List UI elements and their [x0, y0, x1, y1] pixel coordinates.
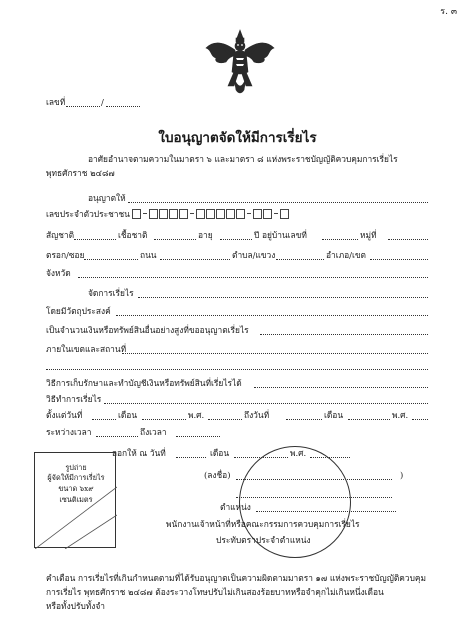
- seal-note: ประทับตราประจำตำแหน่ง: [216, 535, 311, 545]
- id-digit-box: [253, 209, 262, 219]
- doc-number-separator: /: [101, 97, 104, 107]
- page-title: ใบอนุญาตจัดให้มีการเรี่ยไร: [158, 130, 317, 146]
- to-time-label: ถึงเวลา: [140, 427, 167, 437]
- method-raise-label: วิธีทำการเรี่ยไร: [46, 394, 102, 404]
- ethnicity-label: เชื้อชาติ: [118, 230, 148, 240]
- district-label: อำเภอ/เขต: [326, 250, 366, 260]
- id-digit-box: [226, 209, 235, 219]
- id-digit-box: [149, 209, 158, 219]
- to-be-label: พ.ศ.: [392, 410, 409, 420]
- from-day-label: ตั้งแต่วันที่: [46, 410, 83, 420]
- id-number-label: เลขประจำตัวประชาชน: [46, 209, 130, 219]
- id-digit-box: [196, 209, 205, 219]
- issued-month-label: เดือน: [210, 448, 230, 458]
- form-code: ร. ๓: [440, 7, 457, 17]
- from-month-label: เดือน: [118, 410, 138, 420]
- permit-to-label: อนุญาตให้: [88, 193, 126, 203]
- purpose-label: โดยมีวัตถุประสงค์: [46, 306, 111, 316]
- subdistrict-label: ตำบล/แขวง: [232, 250, 276, 260]
- photo-box: [34, 452, 116, 548]
- age-label: อายุ: [198, 230, 213, 240]
- signed-label: (ลงชื่อ): [204, 470, 231, 480]
- issued-be-label: พ.ศ.: [290, 448, 307, 458]
- province-label: จังหวัด: [46, 268, 71, 278]
- to-day-label: ถึงวันที่: [244, 410, 270, 420]
- photo-line-1: รูปถ่าย: [65, 463, 87, 472]
- id-digit-box: [206, 209, 215, 219]
- amount-label: เป็นจำนวนเงินหรือทรัพย์สินอื่นอย่างสูงที่ขออนุญาตเรี่ยไร: [46, 325, 249, 335]
- intro-line-2: พุทธศักราช ๒๔๘๗: [46, 168, 115, 178]
- id-digit-box: [263, 209, 272, 219]
- id-digit-box: [132, 209, 141, 219]
- area-label: ภายในเขตและสถานที่: [46, 344, 127, 354]
- warning-line-2: การเรี่ยไร พุทธศักราช ๒๔๘๗ ต้องระวางโทษปรับไม่เกินสองร้อยบาทหรือจำคุกไม่เกินหนึ่งเดือน: [46, 587, 384, 597]
- photo-line-3: ขนาด ๖x๙: [58, 484, 94, 493]
- issued-on-label: ออกให้ ณ วันที่: [112, 448, 166, 458]
- id-digit-box: [169, 209, 178, 219]
- road-label: ถนน: [140, 250, 157, 260]
- id-digit-box: [159, 209, 168, 219]
- position-label: ตำแหน่ง: [220, 502, 251, 512]
- fundraise-label: จัดการเรี่ยไร: [88, 288, 134, 298]
- doc-number-label: เลขที่: [46, 97, 66, 107]
- id-digit-box: [236, 209, 245, 219]
- from-be-label: พ.ศ.: [188, 410, 205, 420]
- village-label: หมู่ที่: [360, 230, 377, 240]
- officer-label: พนักงานเจ้าหน้าที่หรือคณะกรรมการควบคุมการเรี่ยไร: [166, 519, 360, 529]
- id-digit-box: [216, 209, 225, 219]
- time-between-label: ระหว่างเวลา: [46, 427, 92, 437]
- photo-line-4: เซนติเมตร: [59, 495, 93, 504]
- to-month-label: เดือน: [324, 410, 344, 420]
- alley-label: ตรอก/ซอย: [46, 250, 85, 260]
- photo-line-2: ผู้จัดให้มีการเรี่ยไร: [47, 473, 105, 482]
- garuda-emblem-icon: [204, 28, 276, 96]
- warning-line-3: หรือทั้งปรับทั้งจำ: [46, 601, 106, 611]
- signed-close-paren: ): [400, 470, 404, 480]
- address-label: ปี อยู่บ้านเลขที่: [254, 230, 307, 240]
- id-digit-box: [179, 209, 188, 219]
- nationality-label: สัญชาติ: [46, 230, 75, 240]
- id-digit-box: [280, 209, 289, 219]
- intro-line-1: อาศัยอำนาจตามความในมาตรา ๖ และมาตรา ๘ แห่งพระราชบัญญัติควบคุมการเรี่ยไร: [88, 154, 398, 164]
- warning-line-1: คำเตือน การเรี่ยไรที่เกินกำหนดตามที่ได้รับอนุญาตเป็นความผิดตามมาตรา ๑๗ แห่งพระราชบัญญัติควบคุม: [46, 573, 427, 583]
- method-keep-label: วิธีการเก็บรักษาและทำบัญชีเงินหรือทรัพย์สินที่เรี่ยไรได้: [46, 378, 242, 388]
